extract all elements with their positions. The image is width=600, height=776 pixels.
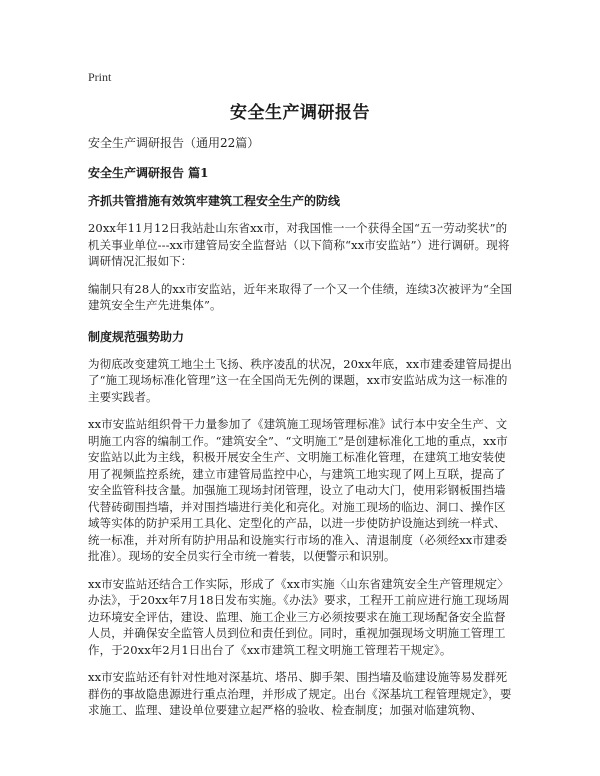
paragraph: 为彻底改变建筑工地尘土飞扬、秩序凌乱的状况，20xx年底，xx市建委建管局提出了“施工现场标准化管理”这一在全国尚无先例的课题，xx市安监站成为这一标准的主要实践者。 xyxy=(88,356,512,404)
print-label: Print xyxy=(88,70,112,84)
article-title: 齐抓共管措施有效筑牢建筑工程安全生产的防线 xyxy=(88,194,341,208)
section-subheading: 制度规范强势助力 xyxy=(88,329,185,344)
section-heading: 安全生产调研报告 篇1 xyxy=(88,166,209,180)
document-subtitle: 安全生产调研报告（通用22篇） xyxy=(88,136,260,150)
paragraph: 20xx年11月12日我站赴山东省xx市，对我国惟一一个获得全国“五一劳动奖状”的机关事业单位---xx市建管局安全监督站（以下简称“xx市安监站”）进行调研。现将调研情况汇报如下： xyxy=(88,221,510,268)
document-body xyxy=(88,134,516,730)
paragraph: xx市安监站还结合工作实际，形成了《xx市实施〈山东省建筑安全生产管理规定〉办法》，于20xx年7月18日发布实施。《办法》要求，工程开工前应进行施工现场周边环境安全评估，建设、监理、施工企业三方必须按要求在施工现场配备安全监督人员，并确保安全监管人员到位和责任到位。同时，重视加强现场文明施工管理工作，于20xx年2月1日出台了《xx市建筑工程文明施工管理若干规定》。 xyxy=(88,576,510,657)
page-title: 安全生产调研报告 xyxy=(230,103,370,123)
paragraph: 编制只有28人的xx市安监站，近年来取得了一个又一个佳绩，连续3次被评为“全国建筑安全生产先进集体”。 xyxy=(88,281,513,312)
paragraph: xx市安监站组织骨干力量参加了《建筑施工现场管理标准》试行本中安全生产、文明施工内容的编制工作。“建筑安全”、“文明施工”是创建标准化工地的重点，xx市安监站以此为主线，积极开展安全生产、文明施工标准化管理，在建筑工地安装使用了视频监控系统，建立市建管局监控中心，与建筑工地实现了网上互联，提高了安全监管科技含量。加强施工现场封闭管理，设立了电动大门，使用彩钢板围挡墙代替砖砌围挡墙，并对围挡墙进行美化和亮化。对施工现场的临边、洞口、操作区域等实体的防护采用工具化、定型化的产品，以进一步使防护设施达到统一样式、统一标准，并对所有防护用品和设施实行市场的准入、清退制度（必须经xx市建委批准）。现场的安全员实行全市统一着装，以便警示和识别。 xyxy=(88,417,508,563)
paragraph: xx市安监站还有针对性地对深基坑、塔吊、脚手架、围挡墙及临建设施等易发群死群伤的事故隐患源进行重点治理，并形成了规定。出台《深基坑工程管理规定》，要求施工、监理、建设单位要建立起严格的验收、检查制度；加强对临建筑物、 xyxy=(88,670,512,717)
